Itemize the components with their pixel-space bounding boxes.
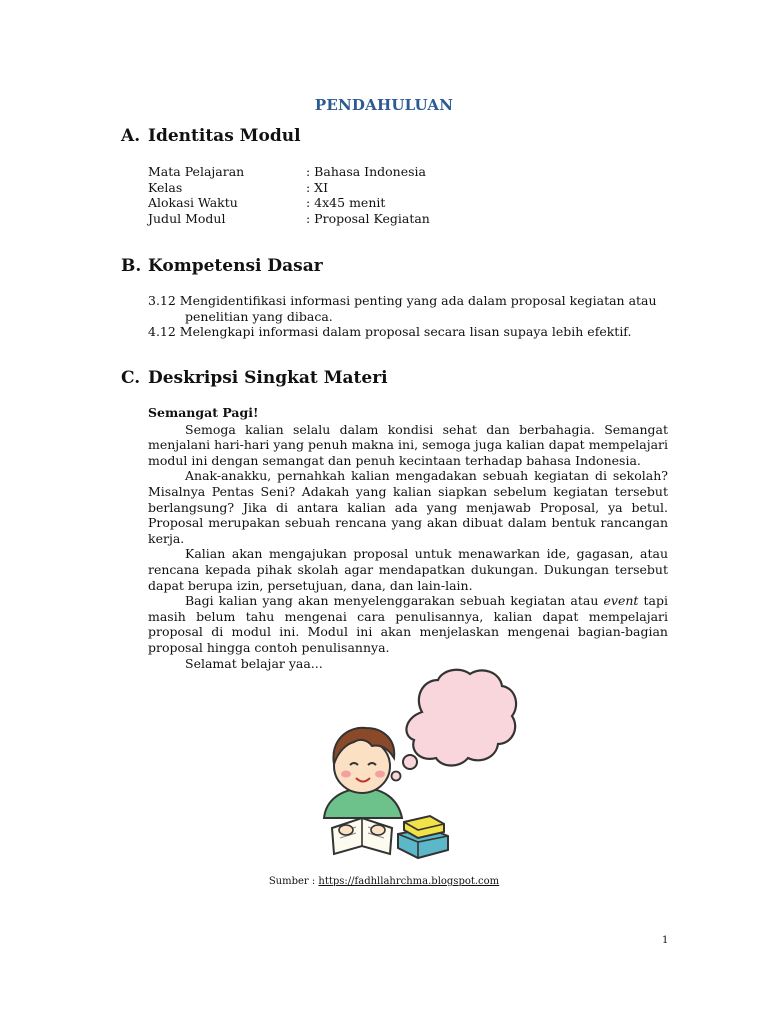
meta-label: Mata Pelajaran	[148, 164, 245, 179]
meta-row-class	[148, 180, 328, 196]
meta-row-time	[148, 195, 385, 211]
stacked-books-icon	[398, 816, 448, 858]
paragraph-text: tapi masih belum tahu mengenai cara penulisannya, kalian dapat mempelajari proposal di modul ini. Modul ini akan menjelaskan mengenai bagian-bagian proposal hingga contoh penulisannya.	[148, 593, 668, 655]
boy-reading-illustration	[310, 668, 520, 860]
meta-value: : XI	[306, 179, 329, 195]
section-b-heading	[121, 256, 323, 276]
image-source	[0, 876, 768, 887]
greeting: Semangat Pagi!	[148, 405, 259, 420]
section-b-title: Kompetensi Dasar	[148, 256, 323, 276]
paragraph: Anak-anakku, pernahkah kalian mengadakan sebuah kegiatan di sekolah? Misalnya Pentas Seni? Adakah yang kalian siapkan sebelum kegiatan tersebut berlangsung? Jika di antara kalian ada yang menjawab Proposal, ya betul. Proposal merupakan sebuah rencana yang akan dibuat dalam bentuk rancangan kerja.	[148, 468, 668, 546]
thought-bubble-icon	[392, 670, 517, 781]
meta-label: Judul Modul	[148, 210, 226, 226]
section-b-letter: B.	[121, 256, 142, 276]
kd-item-3-12	[148, 293, 657, 324]
source-label: Sumber :	[268, 876, 319, 887]
paragraph-text: Bagi kalian yang akan menyelenggarakan sebuah kegiatan atau	[185, 593, 604, 609]
meta-value: : Bahasa Indonesia	[306, 164, 426, 179]
page-number: 1	[662, 935, 669, 946]
emphasis-event: event	[603, 593, 639, 609]
meta-row-module-title	[148, 211, 430, 227]
source-link[interactable]: https://fadhllahrchma.blogspot.com	[318, 876, 500, 887]
meta-value: : 4x45 menit	[306, 195, 386, 210]
section-a-heading	[121, 126, 301, 146]
section-c-letter: C.	[121, 368, 141, 388]
section-c-title: Deskripsi Singkat Materi	[148, 368, 388, 388]
paragraph: Kalian akan mengajukan proposal untuk menawarkan ide, gagasan, atau rencana kepada pihak skolah agar mendapatkan dukungan. Dukungan tersebut dapat berupa izin, persetujuan, dana, dan lain-lain.	[148, 546, 668, 593]
kd-line: 4.12 Melengkapi informasi dalam proposal secara lisan supaya lebih efektif.	[148, 324, 632, 339]
description-body	[148, 405, 668, 671]
meta-value: : Proposal Kegiatan	[306, 210, 430, 226]
kd-item-4-12	[148, 324, 631, 340]
paragraph	[148, 593, 668, 655]
meta-label: Kelas	[148, 179, 183, 195]
section-a-title: Identitas Modul	[148, 126, 301, 146]
boy-icon	[324, 728, 402, 818]
meta-row-subject	[148, 164, 426, 180]
page-title: PENDAHULUAN	[314, 96, 454, 114]
book-icon	[332, 818, 392, 854]
section-a-letter: A.	[121, 126, 141, 146]
kd-line-continued: penelitian yang dibaca.	[185, 308, 333, 324]
meta-label: Alokasi Waktu	[148, 195, 238, 210]
closing-line: Selamat belajar yaa...	[185, 655, 323, 671]
kd-line: 3.12 Mengidentifikasi informasi penting yang ada dalam proposal kegiatan atau	[148, 293, 657, 308]
paragraph: Semoga kalian selalu dalam kondisi sehat dan berbahagia. Semangat menjalani hari-hari yang penuh makna ini, semoga juga kalian dapat mempelajari modul ini dengan semangat dan penuh kecintaan terhadap bahasa Indonesia.	[148, 421, 668, 468]
section-c-heading	[121, 368, 388, 388]
